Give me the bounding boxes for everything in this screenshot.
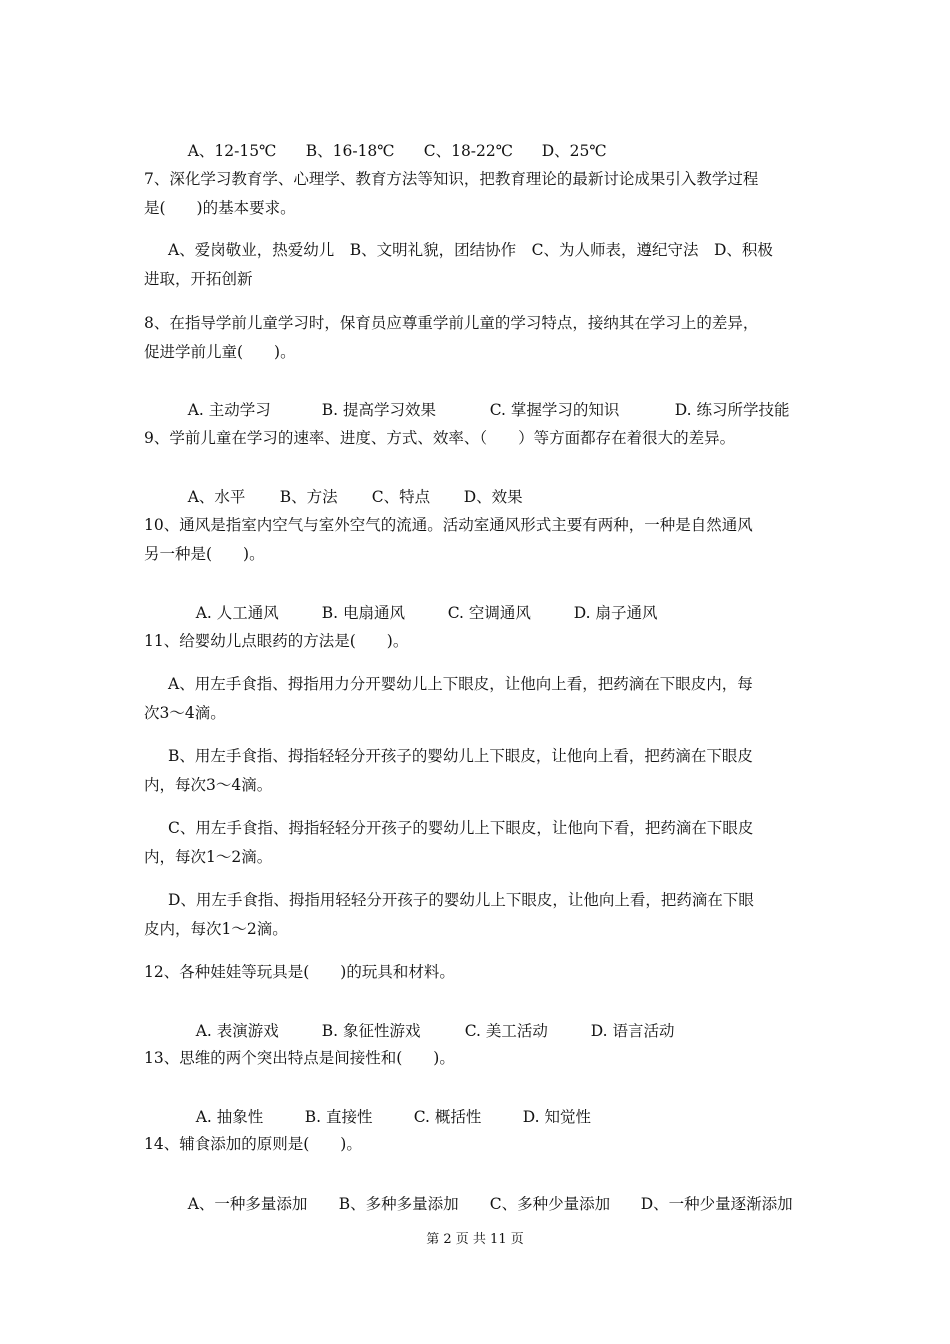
q10-option-b: B. 电扇通风 xyxy=(321,603,405,622)
q13-option-b: B. 直接性 xyxy=(304,1107,373,1126)
q13-stem: 13、思维的两个突出特点是间接性和( )。 xyxy=(144,1049,455,1067)
q12-stem: 12、各种娃娃等玩具是( )的玩具和材料。 xyxy=(144,963,455,981)
q14-options xyxy=(168,1181,793,1228)
q14-stem: 14、辅食添加的原则是( )。 xyxy=(144,1135,362,1153)
q14-option-a: A、一种多量添加 xyxy=(187,1194,308,1213)
q14-option-c: C、多种少量添加 xyxy=(489,1194,611,1213)
q6-option-c: C、18-22℃ xyxy=(423,141,514,160)
q13-option-a: A. 抽象性 xyxy=(195,1107,264,1126)
q8-option-a: A. 主动学习 xyxy=(187,400,271,419)
q9-option-b: B、方法 xyxy=(279,487,338,506)
page-footer: 第 2 页 共 11 页 xyxy=(426,1232,524,1247)
q9-option-c: C、特点 xyxy=(371,487,431,506)
q10-stem-line2: 另一种是( )。 xyxy=(144,545,265,563)
q7-options-line2: 进取，开拓创新 xyxy=(144,270,253,288)
q8-option-c: C. 掌握学习的知识 xyxy=(489,400,620,419)
q7-stem-line1: 7、深化学习教育学、心理学、教育方法等知识，把教育理论的最新讨论成果引入教学过程 xyxy=(144,170,759,188)
q14-option-b: B、多种多量添加 xyxy=(338,1194,459,1213)
q8-stem-line1: 8、在指导学前儿童学习时，保育员应尊重学前儿童的学习特点，接纳其在学习上的差异， xyxy=(144,314,759,332)
q11-option-b-line1: B、用左手食指、拇指轻轻分开孩子的婴幼儿上下眼皮，让他向上看，把药滴在下眼皮 xyxy=(168,747,753,765)
q8-option-b: B. 提高学习效果 xyxy=(321,400,436,419)
q11-option-c-line2: 内，每次1～2滴。 xyxy=(144,848,273,866)
q11-option-b-line2: 内，每次3～4滴。 xyxy=(144,776,273,794)
q8-option-d: D. 练习所学技能 xyxy=(674,400,790,419)
q9-option-d: D、效果 xyxy=(463,487,523,506)
q12-option-a: A. 表演游戏 xyxy=(195,1021,279,1040)
q10-options xyxy=(176,590,657,637)
q8-options xyxy=(168,387,789,434)
q11-option-a-line1: A、用左手食指、拇指用力分开婴幼儿上下眼皮，让他向上看，把药滴在下眼皮内，每 xyxy=(168,675,753,693)
q12-option-b: B. 象征性游戏 xyxy=(321,1021,421,1040)
q7-options-line1: A、爱岗敬业，热爱幼儿 B、文明礼貌，团结协作 C、为人师表，遵纪守法 D、积极 xyxy=(168,241,773,259)
q9-options xyxy=(168,474,523,521)
q12-option-c: C. 美工活动 xyxy=(464,1021,548,1040)
q11-option-a-line2: 次3～4滴。 xyxy=(144,704,226,722)
q9-option-a: A、水平 xyxy=(187,487,246,506)
q7-stem-line2: 是( )的基本要求。 xyxy=(144,199,296,217)
q10-option-d: D. 扇子通风 xyxy=(573,603,658,622)
q10-option-a: A. 人工通风 xyxy=(195,603,279,622)
q11-option-c-line1: C、用左手食指、拇指轻轻分开孩子的婴幼儿上下眼皮，让他向下看，把药滴在下眼皮 xyxy=(168,819,754,837)
q13-option-c: C. 概括性 xyxy=(413,1107,482,1126)
q11-option-d-line1: D、用左手食指、拇指用轻轻分开孩子的婴幼儿上下眼皮，让他向上看，把药滴在下眼 xyxy=(168,891,754,909)
q6-options xyxy=(168,128,607,175)
q12-option-d: D. 语言活动 xyxy=(590,1021,675,1040)
q13-option-d: D. 知觉性 xyxy=(522,1107,591,1126)
q8-stem-line2: 促进学前儿童( )。 xyxy=(144,343,296,361)
q6-option-d: D、25℃ xyxy=(541,141,607,160)
q6-option-a: A、12-15℃ xyxy=(187,141,277,160)
q9-stem: 9、学前儿童在学习的速率、进度、方式、效率、（ ）等方面都存在着很大的差异。 xyxy=(144,429,736,447)
q12-options xyxy=(176,1008,674,1055)
q6-option-b: B、16-18℃ xyxy=(305,141,395,160)
q14-option-d: D、一种少量逐渐添加 xyxy=(640,1194,793,1213)
q11-stem: 11、给婴幼儿点眼药的方法是( )。 xyxy=(144,632,409,650)
q11-option-d-line2: 皮内，每次1～2滴。 xyxy=(144,920,288,938)
q10-option-c: C. 空调通风 xyxy=(447,603,531,622)
q13-options xyxy=(176,1094,591,1141)
q10-stem-line1: 10、通风是指室内空气与室外空气的流通。活动室通风形式主要有两种，一种是自然通风 xyxy=(144,516,753,534)
